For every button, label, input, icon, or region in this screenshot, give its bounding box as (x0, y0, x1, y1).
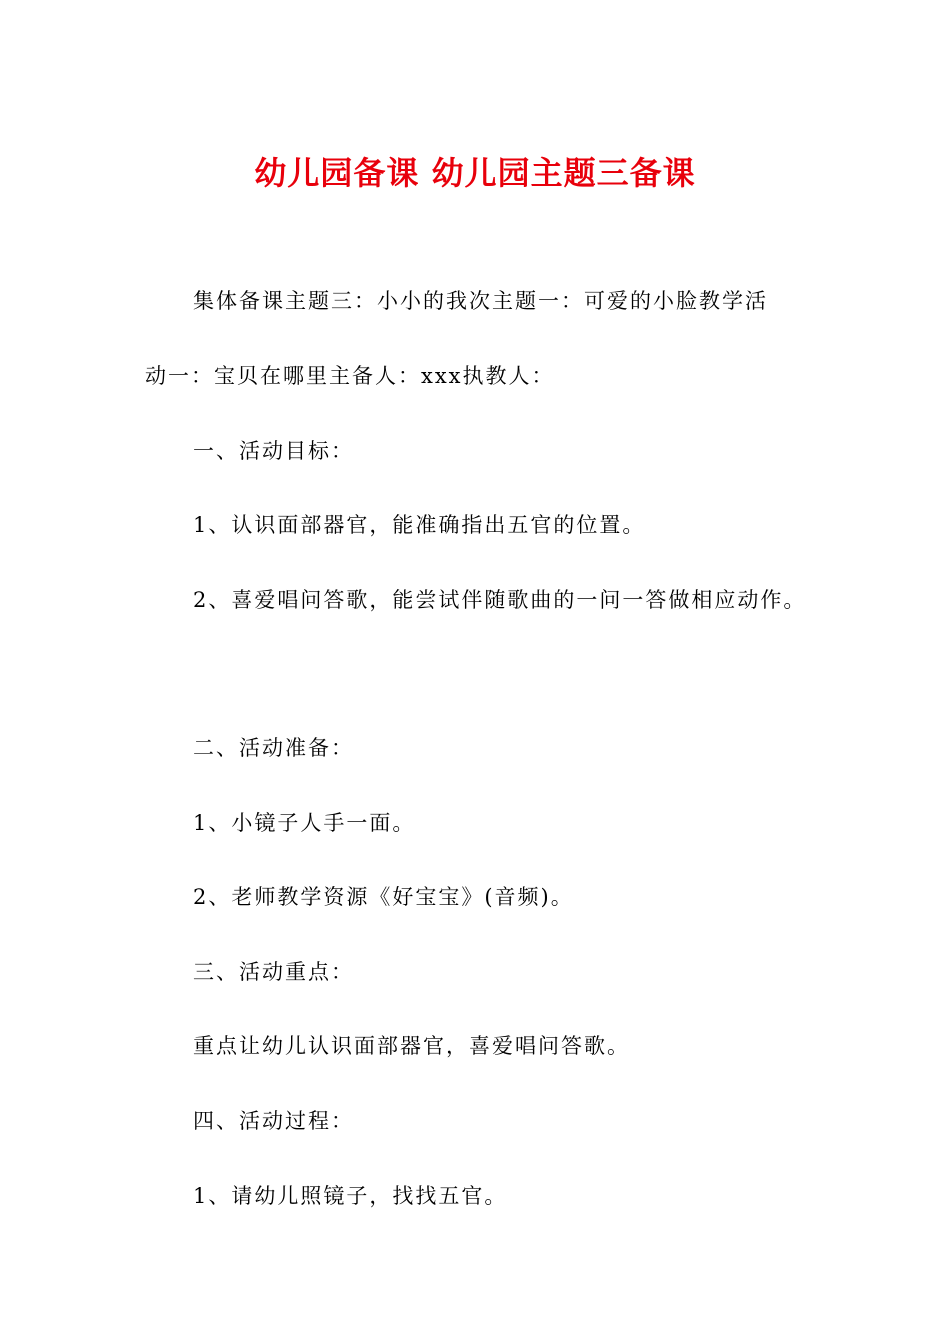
list-item: 1、请幼儿照镜子，找找五官。 (193, 1184, 508, 1208)
section-heading: 二、活动准备： (193, 736, 354, 760)
paragraph-line: 集体备课主题三：小小的我次主题一：可爱的小脸教学活 (193, 289, 768, 313)
paragraph-line: 动一：宝贝在哪里主备人：xxx执教人： (145, 364, 555, 388)
section-heading: 四、活动过程： (193, 1109, 354, 1133)
list-item: 2、老师教学资源《好宝宝》(音频)。 (193, 885, 574, 909)
list-item: 1、认识面部器官，能准确指出五官的位置。 (193, 513, 646, 537)
document-title: 幼儿园备课 幼儿园主题三备课 (254, 154, 696, 192)
paragraph-line: 重点让幼儿认识面部器官，喜爱唱问答歌。 (193, 1034, 630, 1058)
list-item: 2、喜爱唱问答歌，能尝试伴随歌曲的一问一答做相应动作。 (193, 588, 807, 612)
section-heading: 一、活动目标： (193, 439, 354, 463)
list-item: 1、小镜子人手一面。 (193, 811, 416, 835)
section-heading: 三、活动重点： (193, 960, 354, 984)
